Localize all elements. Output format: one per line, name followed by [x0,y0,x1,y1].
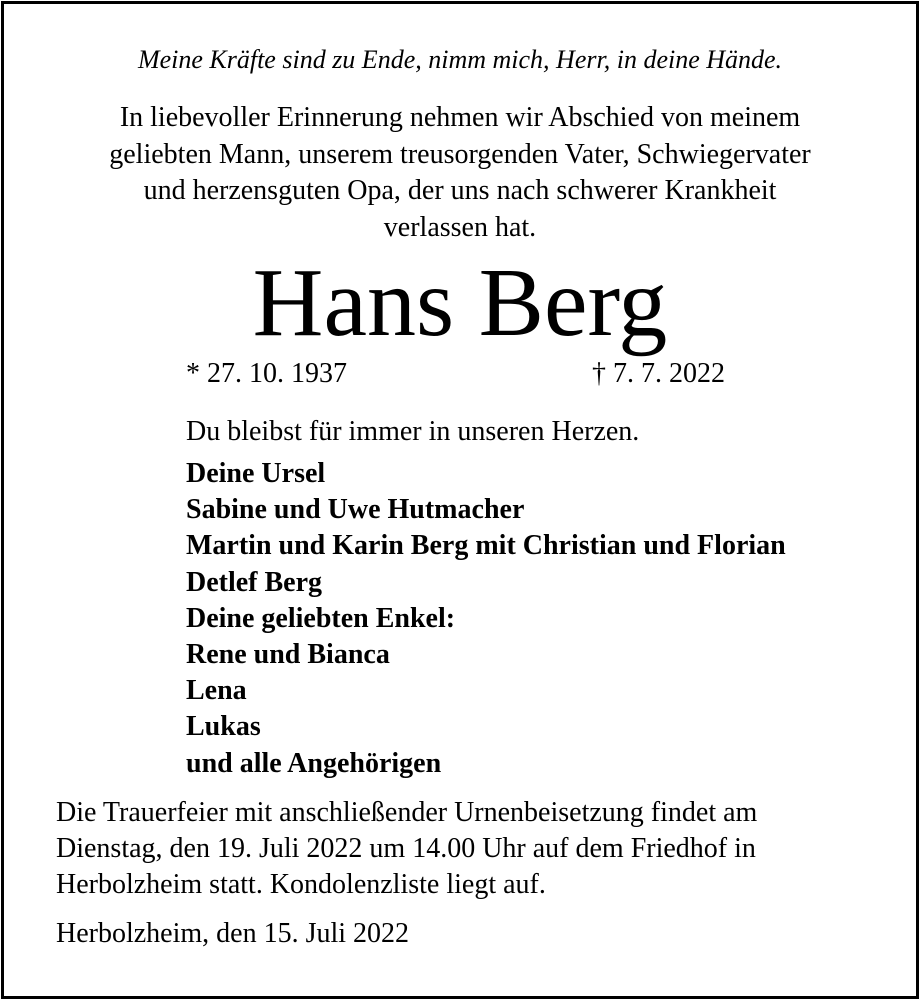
deceased-name: Hans Berg [252,249,668,357]
mourner-entry: Detlef Berg [186,566,323,598]
birth-date: * 27. 10. 1937 [186,358,347,389]
mourner-entry: Lena [186,675,247,707]
intro-line: In liebevoller Erinnerung nehmen wir Abschied von meinem [119,102,801,133]
intro-line: verlassen hat. [383,211,537,243]
tribute-line: Du bleibst für immer in unseren Herzen. [186,416,640,447]
mourner-entry: Deine Ursel [186,458,326,489]
intro-line: und herzensguten Opa, der uns nach schwerer Krankheit [143,175,777,206]
mourners-list [186,456,786,782]
mourner-entry: Martin und Karin Berg mit Christian und Florian [186,530,786,562]
funeral-line: Dienstag, den 19. Juli 2022 um 14.00 Uhr auf dem Friedhof in [56,833,756,864]
mourner-entry: Sabine und Uwe Hutmacher [186,494,525,526]
funeral-line: Die Trauerfeier mit anschließender Urnenbeisetzung findet am [56,797,758,828]
motto-verse: Meine Kräfte sind zu Ende, nimm mich, Herr, in deine Hände. [137,45,783,74]
death-date: † 7. 7. 2022 [592,358,725,389]
intro-text [0,100,920,246]
mourner-entry: Deine geliebten Enkel: [186,602,456,634]
mourner-entry: Lukas [186,711,261,743]
funeral-line: Herbolzheim statt. Kondolenzliste liegt auf. [56,869,546,900]
mourner-entry: Rene und Bianca [186,638,390,670]
place-and-date: Herbolzheim, den 15. Juli 2022 [56,918,410,949]
mourner-entry: und alle Angehörigen [186,747,442,779]
funeral-info [56,795,757,903]
intro-line: geliebten Mann, unserem treusorgenden Vater, Schwiegervater [109,138,811,170]
